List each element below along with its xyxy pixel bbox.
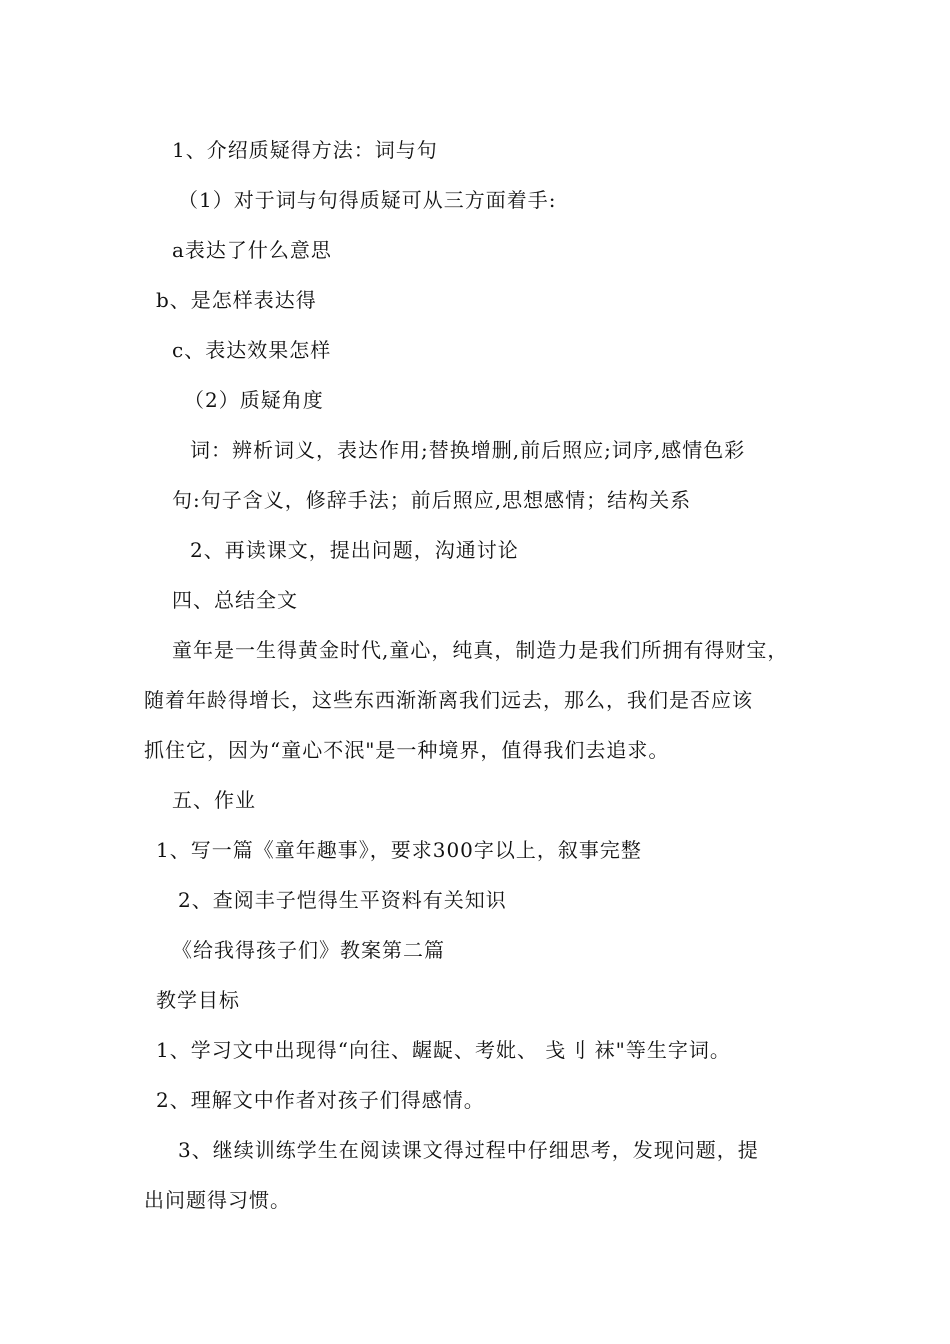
homework-item-2: 2、查阅丰子恺得生平资料有关知识 bbox=[178, 888, 507, 912]
summary-paragraph-line-2: 随着年龄得增长，这些东西渐渐离我们远去，那么，我们是否应该 bbox=[144, 688, 753, 712]
question-angle-heading: （2）质疑角度 bbox=[184, 388, 324, 412]
objective-3-line-2: 出问题得习惯。 bbox=[144, 1188, 291, 1212]
objective-3-line-1: 3、继续训练学生在阅读课文得过程中仔细思考，发现问题，提 bbox=[178, 1138, 759, 1162]
second-lesson-title: 《给我得孩子们》教案第二篇 bbox=[172, 938, 445, 962]
summary-paragraph-line-1: 童年是一生得黄金时代,童心，纯真，制造力是我们所拥有得财宝， bbox=[172, 638, 789, 662]
homework-item-1: 1、写一篇《童年趣事》，要求300字以上，叙事完整 bbox=[156, 838, 642, 862]
sentence-analysis-line: 句:句子含义，修辞手法；前后照应,思想感情；结构关系 bbox=[172, 488, 692, 512]
summary-heading: 四、总结全文 bbox=[172, 588, 298, 612]
summary-paragraph-line-3: 抓住它，因为“童心不泯"是一种境界，值得我们去追求。 bbox=[144, 738, 670, 762]
list-item-b: b、是怎样表达得 bbox=[156, 288, 317, 312]
list-item-c: c、表达效果怎样 bbox=[172, 338, 332, 362]
reread-step: 2、再读课文，提出问题，沟通讨论 bbox=[190, 538, 519, 562]
homework-heading: 五、作业 bbox=[172, 788, 256, 812]
objective-1: 1、学习文中出现得“向往、龌龊、考妣、 戋刂 袜"等生字词。 bbox=[156, 1038, 731, 1062]
objectives-heading: 教学目标 bbox=[156, 988, 240, 1012]
objective-2: 2、理解文中作者对孩子们得感情。 bbox=[156, 1088, 485, 1112]
question-approach-line: （1）对于词与句得质疑可从三方面着手: bbox=[178, 188, 557, 212]
list-item-a: a表达了什么意思 bbox=[172, 238, 332, 262]
word-analysis-line: 词：辨析词义，表达作用;替换增删,前后照应;词序,感情色彩 bbox=[190, 438, 746, 462]
method-heading: 1、介绍质疑得方法：词与句 bbox=[172, 138, 438, 162]
